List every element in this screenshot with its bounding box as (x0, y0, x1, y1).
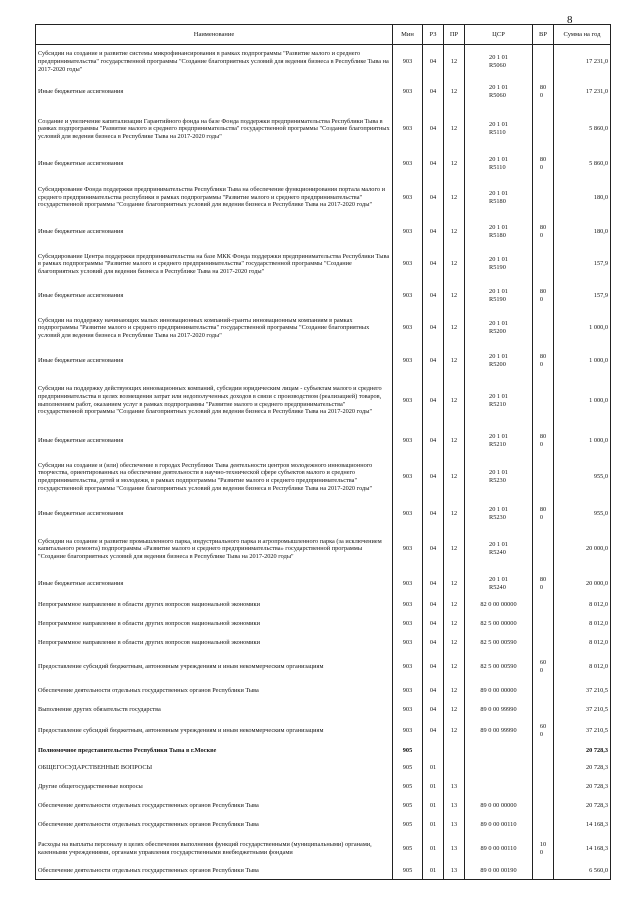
row-min: 903 (393, 176, 423, 220)
table-row (36, 835, 611, 863)
row-pr (444, 743, 465, 759)
row-csr (465, 153, 533, 176)
row-pr: 13 (444, 816, 465, 835)
row-rz: 04 (423, 615, 444, 634)
row-min: 903 (393, 429, 423, 453)
row-csr-value: 89 0 00 99990 (480, 727, 517, 735)
row-rz: 01 (423, 816, 444, 835)
row-vr (533, 863, 554, 880)
row-vr (533, 106, 554, 153)
row-sum: 180,0 (554, 220, 611, 244)
row-csr-value: 89 0 00 00110 (480, 821, 517, 829)
row-vr (533, 373, 554, 429)
row-name: Иные бюджетные ассигнования (36, 502, 393, 526)
row-rz: 04 (423, 153, 444, 176)
row-min: 903 (393, 153, 423, 176)
table-row (36, 176, 611, 220)
table-row (36, 816, 611, 835)
table-row (36, 634, 611, 653)
row-vr (533, 816, 554, 835)
row-csr-value: 89 0 00 00190 (480, 866, 517, 874)
header-vr: ВР (533, 25, 554, 45)
row-sum: 20 000,0 (554, 573, 611, 596)
row-rz: 04 (423, 106, 444, 153)
table-row (36, 701, 611, 720)
row-pr: 12 (444, 615, 465, 634)
row-csr-value: 20 1 01 R5230 (489, 469, 508, 484)
table-row (36, 373, 611, 429)
row-name: Субсидии на поддержку начинающих малых инновационных компаний-гранты инновационным компаниям в рамках подпрограммы "Развитие малого и среднего предпринимательства" государственной программы "Создание благоприятных условий для ведения бизнеса в Республике Тыва на 2017-2020 годы" (36, 308, 393, 349)
row-pr: 12 (444, 349, 465, 373)
row-csr (465, 816, 533, 835)
header-pr: ПР (444, 25, 465, 45)
row-sum: 955,0 (554, 502, 611, 526)
row-name: Иные бюджетные ассигнования (36, 349, 393, 373)
table-row (36, 720, 611, 743)
row-sum: 157,9 (554, 285, 611, 308)
row-name: Иные бюджетные ассигнования (36, 573, 393, 596)
header-sum: Сумма на год (554, 25, 611, 45)
row-min: 903 (393, 701, 423, 720)
row-name: Предоставление субсидий бюджетным, автономным учреждениям и иным некоммерческим организациям (36, 720, 393, 743)
row-name: Иные бюджетные ассигнования (36, 79, 393, 106)
row-vr-value: 80 0 (539, 352, 547, 368)
row-min: 903 (393, 502, 423, 526)
row-name: Субсидии на создание и (или) обеспечение в городах Республики Тыва деятельности центров молодежного инновационного творчества, ориентированных на обеспечение деятельности в научно-технической сфере субъектов малого и среднего предпринимательства, детей и молодежи, в рамках подпрограммы "Развитие малого и среднего предпринимательства" государственной программы "Создание благоприятных условий для ведения бизнеса в Республике Тыва на 2017-2020 годы" (36, 453, 393, 502)
row-rz: 01 (423, 863, 444, 880)
row-vr-value: 80 0 (539, 156, 547, 171)
row-csr-value: 20 1 01 R5240 (489, 541, 508, 556)
row-pr: 12 (444, 308, 465, 349)
row-name: Иные бюджетные ассигнования (36, 153, 393, 176)
row-min: 903 (393, 220, 423, 244)
table-row (36, 759, 611, 778)
row-rz: 04 (423, 653, 444, 682)
row-csr (465, 220, 533, 244)
row-csr (465, 373, 533, 429)
row-min: 903 (393, 373, 423, 429)
row-sum: 8 012,0 (554, 596, 611, 615)
row-pr: 12 (444, 79, 465, 106)
row-vr (533, 682, 554, 701)
row-min: 905 (393, 863, 423, 880)
row-sum: 14 168,3 (554, 816, 611, 835)
row-sum: 157,9 (554, 244, 611, 285)
row-rz: 04 (423, 453, 444, 502)
row-vr (533, 153, 554, 176)
row-min: 903 (393, 106, 423, 153)
row-pr: 12 (444, 45, 465, 79)
row-csr (465, 429, 533, 453)
row-rz: 04 (423, 349, 444, 373)
row-rz: 04 (423, 526, 444, 573)
row-sum: 8 012,0 (554, 615, 611, 634)
row-rz: 04 (423, 79, 444, 106)
table-row (36, 778, 611, 797)
row-name: Другие общегосударственные вопросы (36, 778, 393, 797)
row-vr (533, 797, 554, 816)
table-row (36, 863, 611, 880)
row-pr: 13 (444, 835, 465, 863)
row-min: 903 (393, 453, 423, 502)
row-name: Непрограммное направление в области других вопросов национальной экономики (36, 634, 393, 653)
row-vr-value: 80 0 (539, 576, 547, 591)
row-name: Субсидии на создание и развитие промышленного парка, индустриального парка и агропромышленного парка (за исключением капитального ремонта) подпрограммы «Развитие малого и среднего предпринимательства» государственной программы "Создание благоприятных условий для ведения бизнеса в Республике Тыва на 2017-2020 годы" (36, 526, 393, 573)
row-pr: 12 (444, 176, 465, 220)
row-csr (465, 743, 533, 759)
row-rz: 04 (423, 682, 444, 701)
row-csr-value: 20 1 01 R5110 (489, 156, 508, 171)
row-vr (533, 634, 554, 653)
row-sum: 20 728,3 (554, 778, 611, 797)
row-rz: 04 (423, 244, 444, 285)
row-name: Субсидирование Центра поддержки предпринимательства на базе МКК Фонда поддержки предпринимательства Республики Тыва в рамках подпрограммы "Развитие малого и среднего предпринимательства" государственной программы "Создание благоприятных условий для ведения бизнеса в Республике Тыва на 2017-2020 годы" (36, 244, 393, 285)
row-csr-value: 89 0 00 00000 (480, 687, 517, 695)
row-rz: 04 (423, 373, 444, 429)
row-name: Полномочное представительство Республики Тыва в г.Москве (36, 743, 393, 759)
row-pr: 12 (444, 573, 465, 596)
row-sum: 8 012,0 (554, 634, 611, 653)
row-min: 903 (393, 634, 423, 653)
row-csr-value: 20 1 01 R5110 (489, 121, 508, 136)
row-vr (533, 176, 554, 220)
row-csr (465, 349, 533, 373)
row-pr: 12 (444, 244, 465, 285)
row-csr (465, 863, 533, 880)
row-name: Выполнение других обязательств государства (36, 701, 393, 720)
row-vr-value: 80 0 (539, 432, 547, 448)
row-min: 905 (393, 797, 423, 816)
row-min: 903 (393, 653, 423, 682)
row-min: 903 (393, 596, 423, 615)
row-csr (465, 682, 533, 701)
table-row (36, 596, 611, 615)
table-row (36, 682, 611, 701)
row-csr-value: 20 1 01 R5200 (489, 320, 508, 335)
table-row (36, 349, 611, 373)
row-csr-value: 20 1 01 R5230 (489, 505, 508, 521)
header-csr: ЦСР (465, 25, 533, 45)
row-sum: 37 210,5 (554, 682, 611, 701)
row-csr-value: 20 1 01 R5060 (489, 84, 508, 99)
row-vr (533, 502, 554, 526)
header-min: Мин (393, 25, 423, 45)
row-rz: 04 (423, 573, 444, 596)
row-pr: 12 (444, 106, 465, 153)
table-row (36, 743, 611, 759)
table-row (36, 429, 611, 453)
row-csr (465, 701, 533, 720)
row-csr (465, 526, 533, 573)
row-rz: 04 (423, 220, 444, 244)
row-vr-value: 10 0 (539, 840, 547, 856)
table-row (36, 220, 611, 244)
row-pr: 12 (444, 453, 465, 502)
row-pr: 12 (444, 502, 465, 526)
row-csr (465, 176, 533, 220)
row-rz: 04 (423, 45, 444, 79)
row-csr-value: 82 5 00 00000 (480, 620, 517, 628)
row-csr (465, 634, 533, 653)
table-row (36, 153, 611, 176)
row-rz: 01 (423, 835, 444, 863)
row-csr-value: 20 1 01 R5060 (489, 54, 508, 69)
row-csr (465, 615, 533, 634)
table-row (36, 653, 611, 682)
row-csr-value: 20 1 01 R5240 (489, 576, 508, 591)
row-name: Субсидии на поддержку действующих инновационных компаний, субсидии юридическим лицам - субъектам малого и среднего предпринимательства в целях возмещения затрат или недополученных доходов в связи с производством (реализацией) товаров, выполнением работ, оказанием услуг в рамках подпрограммы "Развитие малого и среднего предпринимательства" государственной программы "Создание благоприятных условий для ведения бизнеса в Республике Тыва на 2017-2020 годы" (36, 373, 393, 429)
row-rz: 04 (423, 176, 444, 220)
row-vr (533, 701, 554, 720)
row-vr-value: 60 0 (539, 659, 547, 674)
row-sum: 37 210,5 (554, 701, 611, 720)
row-pr: 12 (444, 373, 465, 429)
row-csr (465, 79, 533, 106)
row-vr (533, 720, 554, 743)
row-name: ОБЩЕГОСУДАРСТВЕННЫЕ ВОПРОСЫ (36, 759, 393, 778)
table-row (36, 244, 611, 285)
row-sum: 1 000,0 (554, 349, 611, 373)
row-name: Обеспечение деятельности отдельных государственных органов Республики Тыва (36, 682, 393, 701)
row-sum: 37 210,5 (554, 720, 611, 743)
row-rz: 04 (423, 701, 444, 720)
row-min: 903 (393, 79, 423, 106)
row-name: Иные бюджетные ассигнования (36, 220, 393, 244)
page-number: 8 (567, 14, 573, 26)
row-sum: 1 000,0 (554, 373, 611, 429)
row-csr-value: 20 1 01 R5210 (489, 392, 508, 408)
row-sum: 6 560,0 (554, 863, 611, 880)
row-pr: 12 (444, 653, 465, 682)
row-csr (465, 285, 533, 308)
row-csr-value: 20 1 01 R5180 (489, 189, 508, 205)
table-row (36, 573, 611, 596)
row-vr (533, 573, 554, 596)
row-min: 903 (393, 349, 423, 373)
table-row (36, 526, 611, 573)
row-vr (533, 45, 554, 79)
row-csr (465, 778, 533, 797)
row-sum: 180,0 (554, 176, 611, 220)
row-min: 905 (393, 743, 423, 759)
row-rz (423, 743, 444, 759)
row-rz: 04 (423, 429, 444, 453)
row-sum: 20 728,3 (554, 743, 611, 759)
row-vr (533, 79, 554, 106)
row-pr: 12 (444, 720, 465, 743)
row-vr (533, 596, 554, 615)
row-sum: 17 231,0 (554, 79, 611, 106)
row-rz: 04 (423, 285, 444, 308)
row-name: Обеспечение деятельности отдельных государственных органов Республики Тыва (36, 816, 393, 835)
row-vr (533, 220, 554, 244)
budget-table (35, 24, 611, 880)
row-name: Иные бюджетные ассигнования (36, 285, 393, 308)
table-row (36, 308, 611, 349)
row-min: 905 (393, 778, 423, 797)
row-sum: 1 000,0 (554, 429, 611, 453)
row-csr-value: 20 1 01 R5190 (489, 288, 508, 303)
row-csr-value: 20 1 01 R5190 (489, 256, 508, 271)
row-csr (465, 759, 533, 778)
table-header (36, 25, 611, 45)
row-vr (533, 429, 554, 453)
row-csr (465, 244, 533, 285)
row-vr (533, 743, 554, 759)
row-csr-value: 89 0 00 00110 (480, 844, 517, 852)
row-sum: 20 728,3 (554, 759, 611, 778)
row-pr: 12 (444, 153, 465, 176)
row-vr (533, 778, 554, 797)
row-vr (533, 526, 554, 573)
row-csr-value: 20 1 01 R5180 (489, 223, 508, 239)
row-name: Субсидирование Фонда поддержки предпринимательства Республики Тыва на обеспечение функционирования портала малого и среднего предпринимательства республики в рамках подпрограммы "Развитие малого и среднего предпринимательства" государственной программы "Создание благоприятных условий для ведения бизнеса в Республике Тыва на 2017-2020 годы" (36, 176, 393, 220)
row-min: 905 (393, 835, 423, 863)
table-row (36, 45, 611, 79)
row-pr: 12 (444, 429, 465, 453)
table-body (36, 45, 611, 880)
row-csr (465, 720, 533, 743)
row-name: Непрограммное направление в области других вопросов национальной экономики (36, 615, 393, 634)
row-rz: 04 (423, 596, 444, 615)
row-rz: 01 (423, 778, 444, 797)
row-pr: 12 (444, 682, 465, 701)
row-vr-value: 60 0 (539, 723, 547, 738)
row-sum: 5 860,0 (554, 106, 611, 153)
row-pr: 12 (444, 285, 465, 308)
table-row (36, 453, 611, 502)
row-csr (465, 45, 533, 79)
row-rz: 04 (423, 502, 444, 526)
row-sum: 8 012,0 (554, 653, 611, 682)
row-sum: 14 168,3 (554, 835, 611, 863)
header-name: Наименование (36, 25, 393, 45)
row-vr (533, 308, 554, 349)
row-csr-value: 89 0 00 99990 (480, 706, 517, 714)
row-rz: 01 (423, 759, 444, 778)
row-pr: 12 (444, 220, 465, 244)
header-rz: РЗ (423, 25, 444, 45)
row-vr (533, 615, 554, 634)
table-row (36, 106, 611, 153)
row-pr: 13 (444, 778, 465, 797)
row-min: 903 (393, 308, 423, 349)
row-csr (465, 573, 533, 596)
row-vr (533, 453, 554, 502)
table-row (36, 797, 611, 816)
row-sum: 955,0 (554, 453, 611, 502)
row-min: 903 (393, 682, 423, 701)
row-min: 903 (393, 45, 423, 79)
table-row (36, 502, 611, 526)
row-csr (465, 453, 533, 502)
row-name: Обеспечение деятельности отдельных государственных органов Республики Тыва (36, 863, 393, 880)
row-vr (533, 244, 554, 285)
row-min: 903 (393, 285, 423, 308)
row-csr-value: 20 1 01 R5200 (489, 352, 508, 368)
row-name: Непрограммное направление в области других вопросов национальной экономики (36, 596, 393, 615)
row-vr-value: 80 0 (539, 84, 547, 99)
row-rz: 04 (423, 634, 444, 653)
row-csr-value: 89 0 00 00000 (480, 802, 517, 810)
row-min: 905 (393, 816, 423, 835)
row-csr (465, 835, 533, 863)
row-csr (465, 106, 533, 153)
row-name: Обеспечение деятельности отдельных государственных органов Республики Тыва (36, 797, 393, 816)
row-name: Предоставление субсидий бюджетным, автономным учреждениям и иным некоммерческим организациям (36, 653, 393, 682)
row-vr (533, 653, 554, 682)
row-vr-value: 80 0 (539, 288, 547, 303)
row-vr (533, 285, 554, 308)
row-csr-value: 20 1 01 R5210 (489, 432, 508, 448)
row-csr (465, 308, 533, 349)
row-vr (533, 835, 554, 863)
row-pr: 12 (444, 526, 465, 573)
row-sum: 1 000,0 (554, 308, 611, 349)
row-sum: 20 000,0 (554, 526, 611, 573)
row-rz: 04 (423, 720, 444, 743)
row-pr: 12 (444, 701, 465, 720)
row-min: 903 (393, 573, 423, 596)
row-vr-value: 80 0 (539, 223, 547, 239)
row-sum: 17 231,0 (554, 45, 611, 79)
row-csr-value: 82 5 00 00590 (480, 663, 517, 671)
row-csr-value: 82 5 00 00590 (480, 639, 517, 647)
row-min: 903 (393, 526, 423, 573)
row-csr (465, 596, 533, 615)
table-row (36, 79, 611, 106)
row-vr (533, 759, 554, 778)
row-vr (533, 349, 554, 373)
row-rz: 04 (423, 308, 444, 349)
row-name: Создание и увеличение капитализации Гарантийного фонда на базе Фонда поддержки предпринимательства Республики Тыва в рамках подпрограммы "Развитие малого и среднего предпринимательства" государственной программы "Создание благоприятных условий для ведения бизнеса в Республике Тыва на 2017-2020 годы" (36, 106, 393, 153)
row-name: Иные бюджетные ассигнования (36, 429, 393, 453)
row-pr: 12 (444, 596, 465, 615)
row-pr (444, 759, 465, 778)
row-min: 903 (393, 720, 423, 743)
row-pr: 13 (444, 797, 465, 816)
row-csr-value: 82 0 00 00000 (480, 601, 517, 609)
row-rz: 01 (423, 797, 444, 816)
row-sum: 5 860,0 (554, 153, 611, 176)
row-name: Расходы на выплаты персоналу в целях обеспечения выполнения функций государственными (муниципальными) органами, казенными учреждениями, органами управления государственными внебюджетными фондами (36, 835, 393, 863)
row-min: 903 (393, 244, 423, 285)
row-pr: 13 (444, 863, 465, 880)
row-csr (465, 653, 533, 682)
row-name: Субсидии на создание и развитие системы микрофинансирования в рамках подпрограммы "Развитие малого и среднего предпринимательства" государственной программы "Создание благоприятных условий для ведения бизнеса в Республике Тыва на 2017-2020 годы" (36, 45, 393, 79)
row-vr-value: 80 0 (539, 505, 547, 521)
row-sum: 20 728,3 (554, 797, 611, 816)
row-pr: 12 (444, 634, 465, 653)
row-csr (465, 502, 533, 526)
row-min: 903 (393, 615, 423, 634)
table-row (36, 285, 611, 308)
row-csr (465, 797, 533, 816)
table-row (36, 615, 611, 634)
row-min: 905 (393, 759, 423, 778)
